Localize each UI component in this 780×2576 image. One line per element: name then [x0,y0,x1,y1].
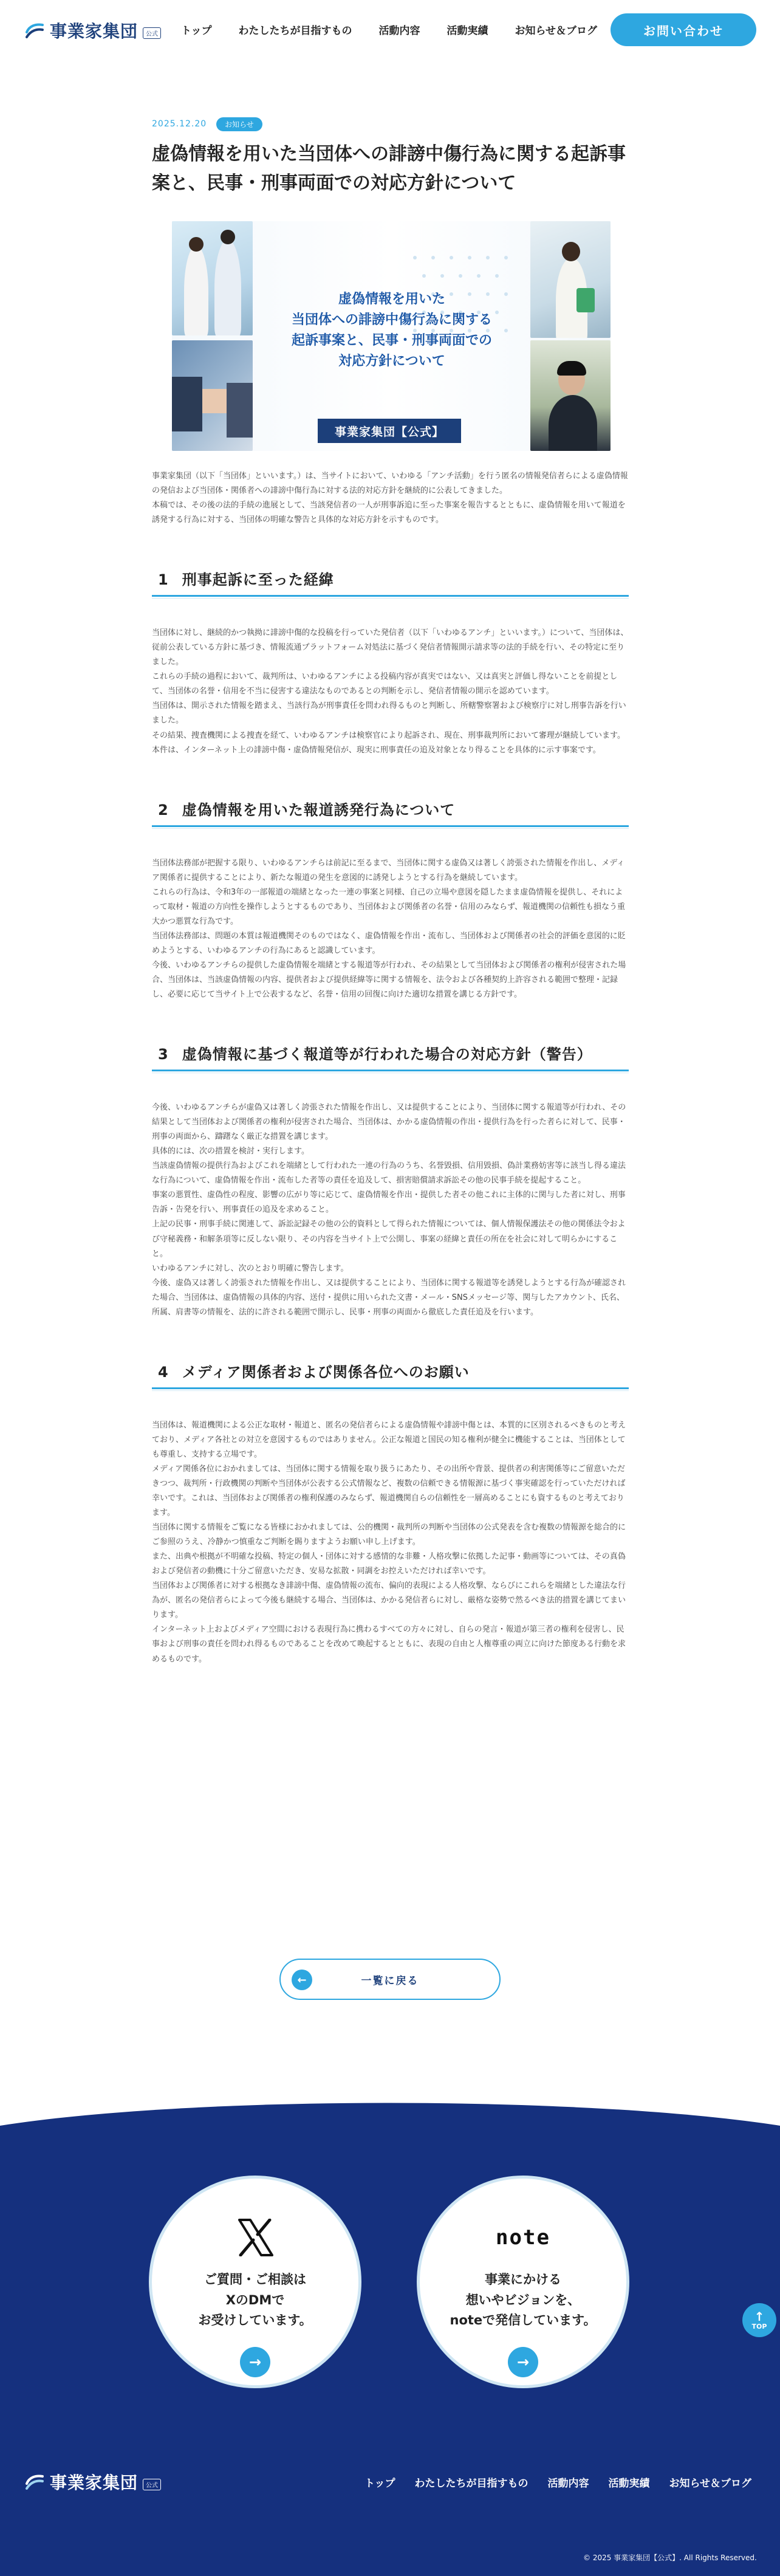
photo-handshake-image [172,340,253,451]
section-body: 当団体法務部が把握する限り、いわゆるアンチらは前記に至るまで、当団体に関する虚偽又は著しく誇張された情報を作出し、メディア関係者に提供することにより、新たな報道の発生を意図的に誘発しようとする行為を継続しています。 これらの行為は、令和3年の一部報道の端緒となった一連の事案と同様、自己の立場や意図を隠したまま虚偽情報を提供し、それによって取材・報道の方向性を操作しようとするものであり、当団体および関係者の名誉・信用のみならず、報道機関の信頼性も損なう重大かつ悪質な行為です。 当団体法務部は、問題の本質は報道機関そのものではなく、虚偽情報を作出・流布し、当団体および関係者の社会的評価を意図的に貶めようとする、いわゆるアンチの行為にあると認識しています。 今後、いわゆるアンチらの提供した虚偽情報を端緒とする報道等が行われ、その結果として当団体および関係者の権利が侵害された場合、当団体は、当該虚偽情報の内容、提供者および提供経緯等に関する情報を、法令および各種契約上許容される範囲で整理・記録し、必要に応じて当サイト上で公表するなど、名誉・信用の回復に向けた適切な措置を講じる方針です。 [152,858,626,1000]
article [152,115,629,1667]
footer-nav-item-vision[interactable]: わたしたちが目指すもの [414,2478,529,2490]
main-nav [181,22,597,37]
photo-team-image [172,221,253,335]
x-logo-icon [237,2216,273,2259]
logo-mark-icon [24,20,45,41]
site-header [0,0,780,60]
copyright: © 2025 事業家集団【公式】. All Rights Reserved. [583,2554,757,2562]
footer-logo-badge: 公式 [143,2479,161,2490]
nav-item-news[interactable]: お知らせ＆ブログ [515,25,597,37]
photo-man-image [530,340,611,451]
section-body: 今後、いわゆるアンチらが虚偽又は著しく誇張された情報を作出し、又は提供することにより、当団体に関する報道等が行われ、その結果として当団体および関係者の権利が侵害された場合、当団体は、かかる虚偽情報の作出・提供行為を行った者らに対して、民事・刑事の両面から、躊躇なく厳正な措置を講じます。 具体的には、次の措置を検討・実行します。 当該虚偽情報の提供行為およびこれを端緒として行われた一連の行為のうち、名誉毀損、信用毀損、偽計業務妨害等に該当し得る違法な行為について、虚偽情報を作出・流布した者等の責任を追及して、損害賠償請求訴訟その他の民事手続を提起すること。 事案の悪質性、虚偽性の程度、影響の広がり等に応じて、虚偽情報を作出・提供した者その他これに主体的に関与した者に対し、刑事告訴・告発を行い、刑事責任の追及を求めること。 上記の民事・刑事手続に関連して、訴訟記録その他の公的資料として得られた情報については、個人情報保護法その他の関係法令および守秘義務・和解条項等に反しない限り、その内容を当サイト上で公開し、事案の経緯と責任の所在を社会に対して明らかにすること。 いわゆるアンチに対し、次のとおり明確に警告します。 今後、虚偽又は著しく誇張された情報を作出し、又は提供することにより、当団体に関する報道等を誘発しようとする行為が確認された場合、当団体は、虚偽情報の具体的内容、送付・提供に用いられた文書・メール・SNSメッセージ等、関与したアカウント、氏名、所属、肩書等の情報を、法的に許される範囲で開示し、民事・刑事の両面から徹底した責任追及を行います。 [152,1103,626,1317]
logo-badge: 公式 [143,27,161,39]
hero-badge: 事業家集団【公式】 [318,419,461,443]
note-card-text: 事業にかける 想いやビジョンを、 noteで発信しています。 [450,2272,597,2328]
section-3 [152,1042,629,1320]
top-label: TOP [751,2322,767,2330]
footer-background [0,2101,780,2576]
logo-text: 事業家集団 [50,21,139,41]
x-dm-card[interactable] [149,2176,361,2388]
arrow-right-icon[interactable]: → [508,2347,538,2377]
footer-nav-item-top[interactable]: トップ [364,2478,395,2490]
hero-title-text: 虚偽情報を用いた 当団体への誹謗中傷行為に関する 起訴事案と、民事・刑事両面での 対応方針について [291,292,492,369]
footer-logo-text: 事業家集団 [50,2473,139,2493]
footer-nav-item-news[interactable]: お知らせ＆ブログ [669,2478,751,2490]
nav-item-results[interactable]: 活動実績 [446,25,488,37]
section-heading: 1 刑事起訴に至った経緯 [152,568,629,597]
back-to-list-button[interactable] [279,1959,501,2000]
note-card[interactable] [417,2176,629,2388]
footer-logo[interactable] [24,2470,161,2494]
back-label: 一覧に戻る [361,1974,419,1987]
logo-mark-icon [24,2471,45,2492]
article-meta [152,115,629,132]
photo-woman-image [530,221,611,338]
article-date: 2025.12.20 [152,119,207,129]
section-body: 当団体は、報道機関による公正な取材・報道と、匿名の発信者らによる虚偽情報や誹謗中傷とは、本質的に区別されるべきものと考えており、メディア各社との対立を意図するものではありません。公正な報道と国民の知る権利が健全に機能することは、当団体としても尊重し、支持する立場です。 メディア関係各位におかれましては、当団体に関する情報を取り扱うにあたり、その出所や背景、提供者の利害関係等にご留意いただきつつ、裁判所・行政機関の判断や当団体が公表する公式情報など、複数の信頼できる情報源に基づく事実確認を行っていただければ幸いです。これは、当団体および関係者の権利保護のみならず、報道機関自らの信頼性を一層高めることにも資するものと考えております。 当団体に関する情報をご覧になる皆様におかれましては、公的機関・裁判所の判断や当団体の公式発表を含む複数の情報源を総合的にご参照のうえ、冷静かつ慎重なご判断を賜りますようお願い申し上げます。 また、出典や根拠が不明確な投稿、特定の個人・団体に対する感情的な非難・人格攻撃に依拠した記事・動画等については、その真偽および発信者の動機に十分ご留意いただき、安易な拡散・同調をお控えいただければ幸いです。 当団体および関係者に対する根拠なき誹謗中傷、虚偽情報の流布、偏向的表現による人格攻撃、ならびにこれらを端緒とした違法な行為が、匿名の発信者らによって今後も継続する場合、当団体は、かかる発信者らに対し、厳格な姿勢で然るべき法的措置を講じてまいります。 インターネット上およびメディア空間における表現行為に携わるすべての方々に対し、自らの発言・報道が第三者の権利を侵害し、民事および刑事の責任を問われ得るものであることを改めて喚起するとともに、表現の自由と人権尊重の両立に向けた節度ある行動を求めるものです。 [152,1420,626,1664]
footer-nav-item-results[interactable]: 活動実績 [608,2478,650,2490]
arrow-up-icon: ↑ [754,2309,765,2324]
note-logo-icon: note [496,2225,550,2250]
section-heading: 4 メディア関係者および関係各位へのお願い [152,1360,629,1389]
footer-nav-item-activities[interactable]: 活動内容 [547,2478,589,2490]
arrow-right-icon[interactable]: → [240,2347,270,2377]
intro-paragraph: 事業家集団（以下「当団体」といいます。）は、当サイトにおいて、いわゆる「アンチ活動」を行う匿名の情報発信者らによる虚偽情報の発信および当団体・関係者への誹謗中傷行為に対する法的対応方針を継続的に公表してきました。 本稿では、その後の法的手続の進展として、当該発信者の一人が刑事訴追に至った事案を報告するとともに、虚偽情報を用いて報道を誘発する行為に対する、当団体の明確な警告と具体的な対応方針を示すものです。 [152,472,628,525]
footer-nav [364,2475,751,2490]
arrow-left-icon: ← [292,1970,312,1990]
x-card-text: ご質問・ご相談は XのDMで お受けしています。 [198,2272,312,2328]
nav-item-vision[interactable]: わたしたちが目指すもの [238,25,352,37]
contact-button[interactable]: お問い合わせ [611,13,756,46]
back-to-top-button[interactable] [742,2303,776,2337]
hero-image [152,221,629,451]
section-heading: 3 虚偽情報に基づく報道等が行われた場合の対応方針（警告） [152,1042,629,1071]
page-title: 虚偽情報を用いた当団体への誹謗中傷行為に関する起訴事案と、民事・刑事両面での対応方針について [152,143,626,194]
section-4 [152,1360,629,1667]
nav-item-activities[interactable]: 活動内容 [378,25,420,37]
category-tag[interactable]: お知らせ [216,117,262,131]
section-body: 当団体に対し、継続的かつ執拗に誹謗中傷的な投稿を行っていた発信者（以下「いわゆるアンチ」といいます。）について、当団体は、従前公表している方針に基づき、情報流通プラットフォーム対処法に基づく発信者情報開示請求等の法的手続を行い、その特定に至りました。 これらの手続の過程において、裁判所は、いわゆるアンチによる投稿内容が真実ではない、又は真実と評価し得ないことを前提として、当団体の名誉・信用を不当に侵害する違法なものであるとの判断を示し、発信者情報の開示を認めています。 当団体は、開示された情報を踏まえ、当該行為が刑事責任を問われ得るものと判断し、所轄警察署および検察庁に対し刑事告訴を行いました。 その結果、捜査機関による捜査を経て、いわゆるアンチは検察官により起訴され、現在、刑事裁判所において審理が継続しています。 本件は、インターネット上の誹謗中傷・虚偽情報発信が、現実に刑事責任の追及対象となり得ることを具体的に示す事案です。 [152,628,629,755]
section-1 [152,568,629,757]
section-heading: 2 虚偽情報を用いた報道誘発行為について [152,798,629,827]
nav-item-top[interactable]: トップ [181,25,212,37]
section-2 [152,798,629,1002]
site-logo[interactable] [24,18,161,43]
